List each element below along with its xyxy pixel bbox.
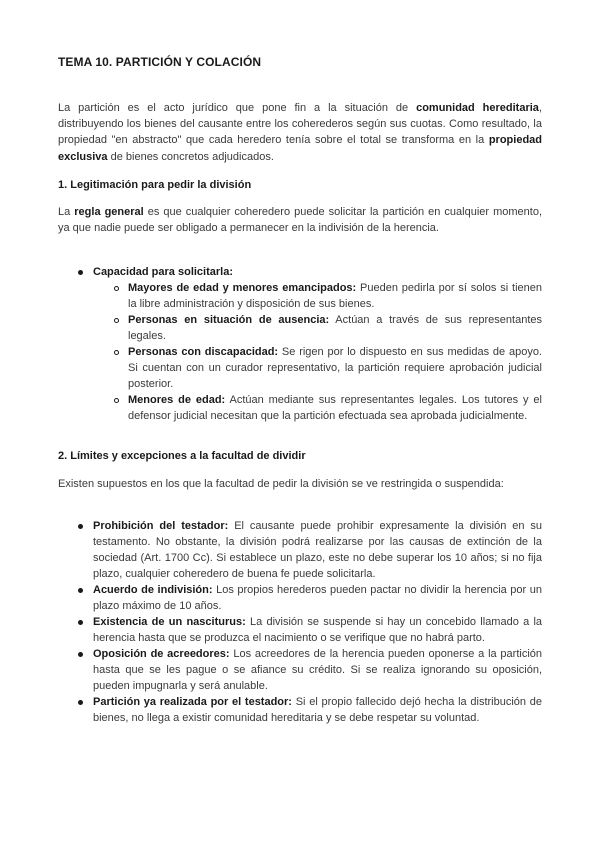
- sublist-item-label: Personas en situación de ausencia:: [128, 314, 330, 326]
- list-item: [76, 518, 542, 582]
- intro-text-2: , distribuyendo los bienes del causante entre los coherederos según sus cuotas. Como resultado, la propiedad "en abstracto" que cada heredero tenía sobre el total se transforma en la: [58, 102, 542, 147]
- section2-heading: 2. Límites y excepciones a la facultad de dividir: [58, 450, 306, 462]
- list-item-text: El causante puede prohibir expresamente la división en su testamento. No obstante, la división podrá realizarse por las causas de extinción de la sociedad (Art. 1700 Cc). Si establece un plazo, este no debe superar los 10 años; si no fija plazo, cualquier coheredero de buena fe puede solicitarla.: [93, 520, 542, 580]
- list-item-label: Capacidad para solicitarla:: [93, 266, 233, 278]
- list-item-text: La división se suspende si hay un concebido llamado a la herencia hasta que se produzca el nacimiento o se verifique que no habrá parto.: [93, 616, 543, 644]
- sublist-item: [112, 312, 542, 344]
- list-item-label: Existencia de un nasciturus:: [93, 616, 246, 628]
- sublist-item-text: Pueden pedirla por sí solos si tienen la libre administración y disposición de sus bienes.: [128, 282, 542, 310]
- sublist-item: [112, 344, 542, 392]
- section1-bold: regla general: [74, 206, 144, 218]
- page-title: TEMA 10. PARTICIÓN Y COLACIÓN: [58, 55, 262, 69]
- section2-list: [76, 518, 542, 726]
- section1-text-2: es que cualquier coheredero puede solicitar la partición en cualquier momento, ya que nadie puede ser obligado a permanecer en la indivisión de la herencia.: [58, 206, 542, 235]
- list-item: [76, 694, 542, 726]
- sublist-item-text: Actúan mediante sus representantes legales. Los tutores y el defensor judicial necesitan que la partición efectuada sea aprobada judicialmente.: [128, 394, 542, 422]
- sublist-item-text: Se rigen por lo dispuesto en sus medidas de apoyo. Si cuentan con un curador representativo, la partición requiere aprobación judicial posterior.: [128, 346, 542, 390]
- sublist-item-label: Menores de edad:: [128, 394, 226, 406]
- intro-text-3: de bienes concretos adjudicados.: [107, 150, 274, 163]
- sublist-item-label: Personas con discapacidad:: [128, 346, 279, 358]
- section2-intro: Existen supuestos en los que la facultad de pedir la división se ve restringida o suspendida:: [58, 478, 504, 490]
- list-item-label: Prohibición del testador:: [93, 520, 229, 532]
- intro-bold-2: propiedad exclusiva: [58, 134, 542, 163]
- list-item-text: Si el propio fallecido dejó hecha la distribución de bienes, no llega a existir comunidad hereditaria y se debe respetar su voluntad.: [93, 696, 542, 724]
- list-item-label: Partición ya realizada por el testador:: [93, 696, 292, 708]
- section1-paragraph: [58, 204, 542, 236]
- list-item: [76, 264, 542, 424]
- sublist-item-text: Actúan a través de sus representantes legales.: [128, 314, 543, 342]
- list-item: [76, 582, 542, 614]
- sublist-item-label: Mayores de edad y menores emancipados:: [128, 282, 357, 294]
- section1-list: [76, 264, 542, 424]
- intro-paragraph: [58, 100, 542, 165]
- sublist-item: [112, 392, 542, 424]
- sublist: [112, 280, 542, 424]
- intro-text-1: La partición es el acto jurídico que pone fin a la situación de: [58, 102, 417, 114]
- list-item-text: Los propios herederos pueden pactar no dividir la herencia por un plazo máximo de 10 años.: [93, 584, 542, 612]
- sublist-item: [112, 280, 542, 312]
- list-item-text: Los acreedores de la herencia pueden oponerse a la partición hasta que se les pague o se afiance su crédito. Si se realiza ignorando su oposición, pueden impugnarla y será anulable.: [93, 648, 542, 692]
- list-item-label: Oposición de acreedores:: [93, 648, 230, 660]
- section1-heading: 1. Legitimación para pedir la división: [58, 179, 252, 191]
- section1-text-1: La: [58, 206, 75, 218]
- intro-bold-1: comunidad hereditaria: [416, 102, 539, 114]
- list-item: [76, 614, 542, 646]
- list-item: [76, 646, 542, 694]
- list-item-label: Acuerdo de indivisión:: [93, 584, 213, 596]
